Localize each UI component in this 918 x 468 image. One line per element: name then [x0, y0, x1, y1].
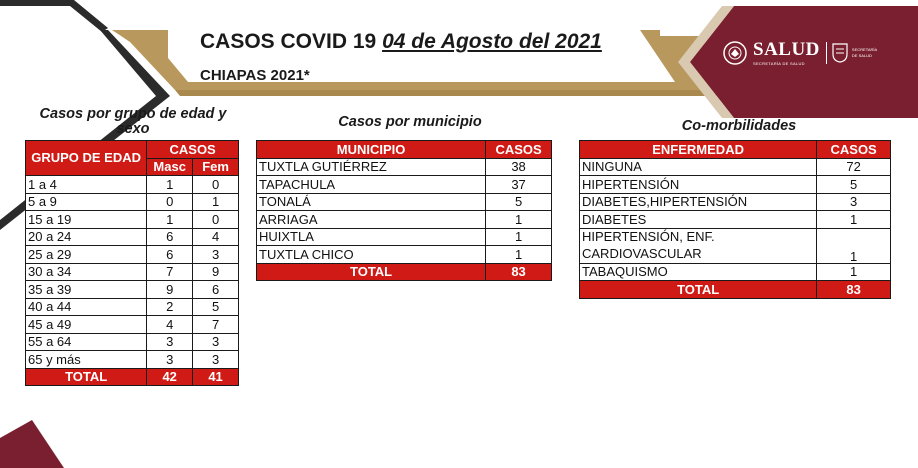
municipio-cases: 1: [486, 228, 552, 246]
table-row: [257, 176, 552, 194]
page-subtitle: CHIAPAS 2021*: [200, 67, 310, 84]
table-row: [26, 281, 239, 299]
table-row: [26, 176, 239, 194]
table-row: [26, 298, 239, 316]
total-row: [257, 263, 552, 281]
title-block: [200, 30, 602, 54]
page-title: [200, 30, 602, 54]
secretaria-text: SECRETARÍA DE SALUD: [851, 47, 878, 58]
age-group-cell: 55 a 64: [26, 333, 147, 351]
comorb-cases-header: CASOS: [817, 141, 891, 159]
fem-cell: 3: [193, 351, 239, 369]
municipio-cases: 37: [486, 176, 552, 194]
table-row: [26, 333, 239, 351]
mexico-seal-icon: [722, 40, 748, 66]
municipio-table: [256, 140, 552, 281]
bottom-left-shape: [0, 420, 64, 468]
age-table-caption: Casos por grupo de edad y sexo: [39, 106, 227, 137]
total-label: TOTAL: [26, 368, 147, 386]
total-row: [26, 368, 239, 386]
masc-cell: 1: [147, 211, 193, 229]
enfermedad-name: DIABETES,HIPERTENSIÓN: [580, 193, 817, 211]
total-fem: 41: [193, 368, 239, 386]
age-group-cell: 25 a 29: [26, 246, 147, 264]
enfermedad-cases: 72: [817, 158, 891, 176]
enfermedad-cases: 1: [817, 263, 891, 281]
age-group-cell: 35 a 39: [26, 281, 147, 299]
age-group-table: [25, 140, 239, 386]
chiapas-shield-icon: [832, 43, 848, 63]
age-group-cell: 40 a 44: [26, 298, 147, 316]
enfermedad-cases: 5: [817, 176, 891, 194]
comorbilidades-table: [579, 140, 891, 299]
comorb-header-row: [580, 141, 891, 159]
masc-header: Masc: [147, 158, 193, 176]
table-row: [26, 246, 239, 264]
table-row: [580, 211, 891, 229]
salud-subtext: SECRETARÍA DE SALUD: [753, 61, 805, 66]
masc-cell: 4: [147, 316, 193, 334]
municipio-cases: 5: [486, 193, 552, 211]
table-row: [26, 351, 239, 369]
enfermedad-name: HIPERTENSIÓN: [580, 176, 817, 194]
table-row: [257, 228, 552, 246]
enfermedad-header: ENFERMEDAD: [580, 141, 817, 159]
masc-cell: 0: [147, 193, 193, 211]
masc-cell: 9: [147, 281, 193, 299]
enfermedad-cases: 1: [817, 211, 891, 229]
masc-cell: 7: [147, 263, 193, 281]
table-row: [26, 211, 239, 229]
fem-cell: 3: [193, 333, 239, 351]
fem-cell: 4: [193, 228, 239, 246]
table-row: [26, 263, 239, 281]
fem-cell: 3: [193, 246, 239, 264]
municipio-table-caption: Casos por municipio: [338, 114, 482, 130]
fem-cell: 9: [193, 263, 239, 281]
enfermedad-name: DIABETES: [580, 211, 817, 229]
salud-wordmark: SALUD: [753, 39, 820, 60]
masc-cell: 6: [147, 246, 193, 264]
fem-cell: 0: [193, 176, 239, 194]
age-table-header-row: [26, 141, 239, 159]
fem-cell: 0: [193, 211, 239, 229]
age-group-cell: 1 a 4: [26, 176, 147, 194]
age-cases-header: CASOS: [147, 141, 239, 159]
total-label: TOTAL: [257, 263, 486, 281]
table-row: [26, 228, 239, 246]
table-row: [580, 228, 891, 263]
enfermedad-name: HIPERTENSIÓN, ENF. CARDIOVASCULAR: [580, 228, 817, 263]
total-row: [580, 281, 891, 299]
enfermedad-name: TABAQUISMO: [580, 263, 817, 281]
municipio-header-row: [257, 141, 552, 159]
enfermedad-cases: 3: [817, 193, 891, 211]
municipio-cases-header: CASOS: [486, 141, 552, 159]
municipio-name: TUXTLA GUTIÉRREZ: [257, 158, 486, 176]
logo-divider: [826, 42, 827, 64]
masc-cell: 3: [147, 333, 193, 351]
age-group-cell: 20 a 24: [26, 228, 147, 246]
table-row: [257, 158, 552, 176]
municipio-name: HUIXTLA: [257, 228, 486, 246]
municipio-header: MUNICIPIO: [257, 141, 486, 159]
municipio-name: TONALÁ: [257, 193, 486, 211]
table-row: [580, 158, 891, 176]
age-group-cell: 5 a 9: [26, 193, 147, 211]
title-prefix: CASOS COVID 19: [200, 30, 377, 53]
age-group-cell: 65 y más: [26, 351, 147, 369]
total-cases: 83: [817, 281, 891, 299]
fem-cell: 7: [193, 316, 239, 334]
masc-cell: 6: [147, 228, 193, 246]
table-row: [257, 193, 552, 211]
top-left-stroke: [0, 0, 108, 32]
age-group-cell: 15 a 19: [26, 211, 147, 229]
total-masc: 42: [147, 368, 193, 386]
municipio-name: TAPACHULA: [257, 176, 486, 194]
fem-header: Fem: [193, 158, 239, 176]
total-label: TOTAL: [580, 281, 817, 299]
masc-cell: 2: [147, 298, 193, 316]
table-row: [580, 193, 891, 211]
municipio-name: ARRIAGA: [257, 211, 486, 229]
comorb-table-caption: Co-morbilidades: [681, 118, 797, 134]
fem-cell: 1: [193, 193, 239, 211]
age-group-header: GRUPO DE EDAD: [26, 141, 147, 176]
enfermedad-cases: 1: [817, 228, 891, 263]
enfermedad-name: NINGUNA: [580, 158, 817, 176]
municipio-cases: 38: [486, 158, 552, 176]
table-row: [257, 211, 552, 229]
age-group-cell: 45 a 49: [26, 316, 147, 334]
total-cases: 83: [486, 263, 552, 281]
municipio-cases: 1: [486, 246, 552, 264]
title-date: 04 de Agosto del 2021: [382, 30, 602, 53]
masc-cell: 1: [147, 176, 193, 194]
municipio-cases: 1: [486, 211, 552, 229]
table-row: [580, 176, 891, 194]
gold-banner-shadow: [175, 90, 740, 96]
fem-cell: 6: [193, 281, 239, 299]
table-row: [26, 193, 239, 211]
table-row: [26, 316, 239, 334]
table-row: [257, 246, 552, 264]
table-row: [580, 263, 891, 281]
age-group-cell: 30 a 34: [26, 263, 147, 281]
masc-cell: 3: [147, 351, 193, 369]
salud-logo: [722, 40, 877, 66]
fem-cell: 5: [193, 298, 239, 316]
municipio-name: TUXTLA CHICO: [257, 246, 486, 264]
